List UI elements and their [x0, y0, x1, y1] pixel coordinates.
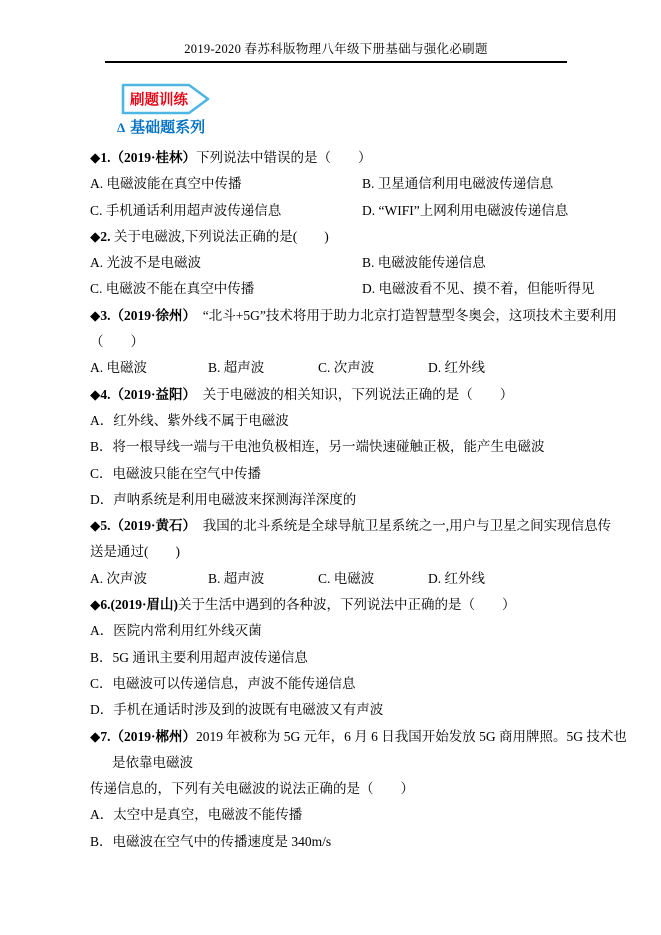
question-stem — [90, 382, 578, 408]
questions-list — [90, 145, 627, 855]
question-6 — [90, 592, 578, 723]
question-number-source: ◆2. — [90, 228, 111, 244]
question-3 — [90, 303, 617, 382]
section-title: 基础题系列 — [130, 120, 206, 136]
question-number-source: ◆5.（2019·黄石） — [90, 518, 190, 534]
question-text: 关于电磁波的相关知识，下列说法正确的是（ ） — [189, 386, 514, 402]
option-a: A. 光波不是电磁波 — [90, 255, 201, 271]
option-d: D．声呐系统是利用电磁波来探测海洋深度的 — [90, 491, 357, 507]
question-4 — [90, 382, 578, 513]
options-row — [90, 198, 578, 224]
option-c: C．电磁波可以传递信息，声波不能传递信息 — [90, 675, 356, 691]
option-c: C. 次声波 — [318, 360, 375, 376]
option-a: A. 电磁波 — [90, 360, 147, 376]
option-a: A．医院内常利用红外线灭菌 — [90, 623, 262, 639]
option-a: A. 电磁波能在真空中传播 — [90, 176, 242, 192]
question-stem-continued: 是依靠电磁波 — [112, 754, 193, 770]
question-text: 关于电磁波,下列说法正确的是( ) — [110, 228, 329, 244]
options-row — [90, 250, 578, 276]
options-row — [90, 355, 578, 381]
document-header — [105, 40, 567, 63]
question-text: 下列说法中错误的是（ ） — [196, 150, 372, 165]
option-a: A．太空中是真空，电磁波不能传播 — [90, 807, 303, 823]
option-b: B. 超声波 — [208, 570, 265, 586]
question-number-source: ◆4.（2019·益阳） — [90, 386, 190, 402]
option-b: B．将一根导线一端与干电池负极相连，另一端快速碰触正极，能产生电磁波 — [90, 439, 545, 455]
options-row — [90, 276, 595, 302]
options-row — [90, 566, 578, 592]
question-number-source: ◆3.（2019·徐州） — [90, 307, 190, 323]
question-stem — [90, 303, 617, 329]
option-d: D. 红外线 — [428, 570, 485, 586]
option-b: B．5G 通讯主要利用超声波传递信息 — [90, 649, 308, 665]
option-c: C．电磁波只能在空气中传播 — [90, 465, 262, 481]
option-c: C. 电磁波不能在真空中传播 — [90, 281, 255, 297]
option-d: D. 红外线 — [428, 360, 485, 376]
question-text: 关于生活中遇到的各种波，下列说法中正确的是（ ） — [178, 597, 516, 613]
option-d: D. 电磁波看不见、摸不着，但能听得见 — [362, 281, 595, 297]
question-number-source: ◆1.（2019·桂林） — [90, 150, 197, 165]
delta-marker-icon: Δ — [117, 120, 126, 135]
question-text: 2019 年被称为 5G 元年，6 月 6 日我国开始发放 5G 商用牌照。5G 技术也 — [196, 728, 627, 744]
question-text: “北斗+5G”技术将用于助力北京打造智慧型冬奥会，这项技术主要利用 — [189, 307, 617, 323]
arrow-banner-icon — [121, 83, 211, 115]
question-stem — [90, 145, 578, 171]
section-heading — [117, 118, 661, 138]
option-b: B. 电磁波能传递信息 — [362, 255, 486, 271]
options-row — [90, 171, 578, 197]
question-stem-continued: （ ） — [90, 334, 144, 350]
question-stem — [90, 224, 578, 250]
header-title: 2019-2020 春苏科版物理八年级下册基础与强化必刷题 — [184, 42, 488, 56]
option-b: B. 超声波 — [208, 360, 265, 376]
question-stem — [90, 724, 627, 750]
badge-label: 刷题训练 — [130, 92, 188, 109]
option-c: C. 手机通话利用超声波传递信息 — [90, 202, 282, 218]
question-number-source: ◆6.(2019·眉山) — [90, 597, 179, 613]
option-c: C. 电磁波 — [318, 570, 375, 586]
option-b: B. 卫星通信利用电磁波传递信息 — [362, 176, 554, 192]
question-stem — [90, 513, 612, 539]
question-5 — [90, 513, 612, 592]
question-stem-continued: 送是通过( ) — [90, 544, 180, 560]
question-stem-continued: 传递信息的，下列有关电磁波的说法正确的是（ ） — [90, 781, 414, 797]
question-7 — [90, 724, 627, 855]
option-a: A．红外线、紫外线不属于电磁波 — [90, 412, 289, 428]
practice-badge — [121, 83, 661, 115]
option-a: A. 次声波 — [90, 570, 147, 586]
option-d: D. “WIFI”上网利用电磁波传递信息 — [362, 202, 569, 218]
question-number-source: ◆7.（2019·郴州） — [90, 728, 197, 744]
question-stem — [90, 592, 578, 618]
question-1 — [90, 145, 578, 224]
question-text: 我国的北斗系统是全球导航卫星系统之一,用户与卫星之间实现信息传 — [189, 518, 612, 534]
option-b: B．电磁波在空气中的传播速度是 340m/s — [90, 833, 332, 849]
question-2 — [90, 224, 595, 303]
option-d: D．手机在通话时涉及到的波既有电磁波又有声波 — [90, 702, 384, 718]
